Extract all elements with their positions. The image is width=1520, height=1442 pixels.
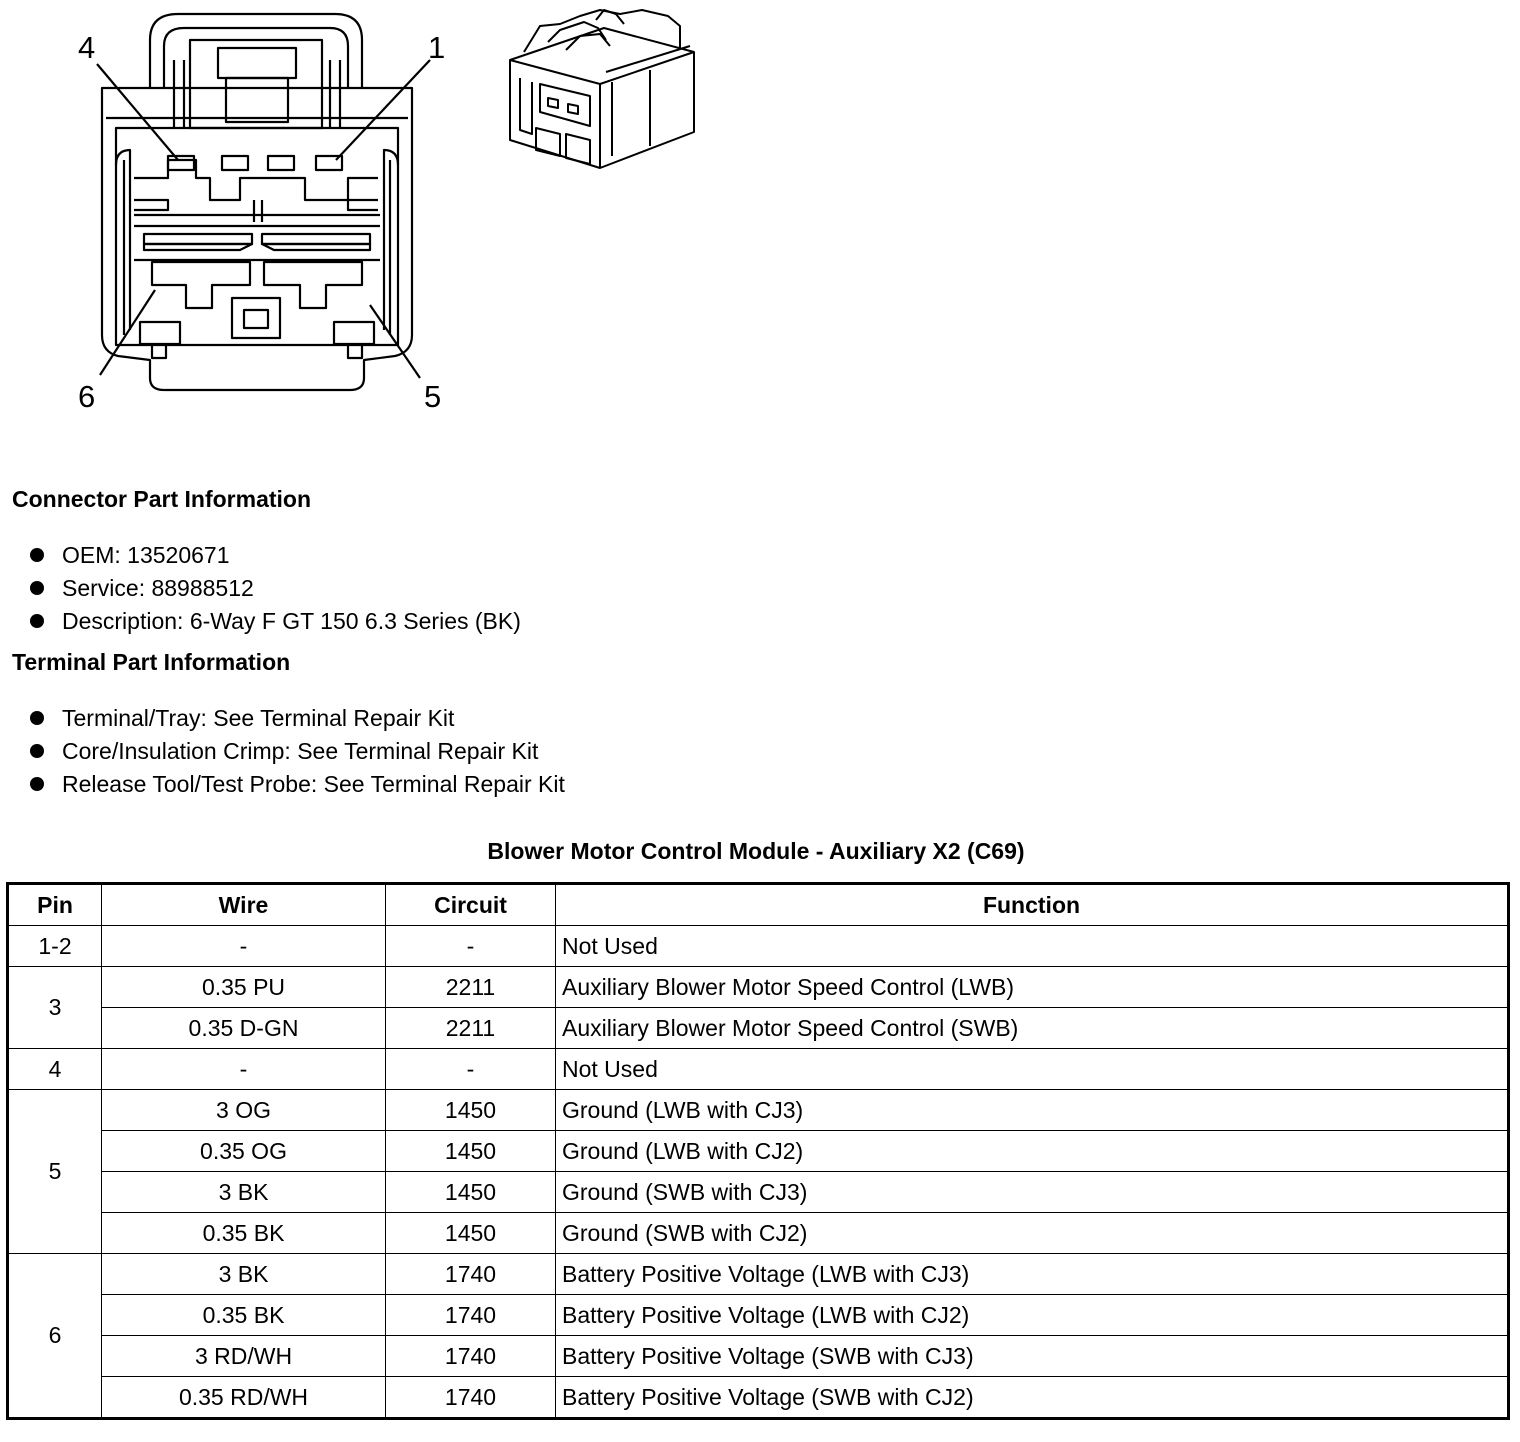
table-row (8, 967, 1509, 1008)
cell-pin: 3 (8, 967, 102, 1049)
cell-wire: 0.35 D-GN (102, 1008, 386, 1049)
cell-circuit: 1740 (386, 1377, 556, 1419)
cell-circuit: 1450 (386, 1172, 556, 1213)
cell-wire: 0.35 PU (102, 967, 386, 1008)
table-row (8, 1049, 1509, 1090)
cell-function: Battery Positive Voltage (LWB with CJ2) (556, 1295, 1509, 1336)
table-row (8, 1336, 1509, 1377)
cell-function: Battery Positive Voltage (LWB with CJ3) (556, 1254, 1509, 1295)
cell-circuit: - (386, 1049, 556, 1090)
connector-part-heading: Connector Part Information (12, 486, 312, 512)
cell-function: Not Used (556, 926, 1509, 967)
cell-pin: 6 (8, 1254, 102, 1419)
cell-function: Battery Positive Voltage (SWB with CJ2) (556, 1377, 1509, 1419)
cell-function: Auxiliary Blower Motor Speed Control (LWB) (556, 967, 1509, 1008)
table-row (8, 1254, 1509, 1295)
bullet-icon (30, 711, 44, 725)
table-body (8, 926, 1509, 1419)
cell-wire: 3 OG (102, 1090, 386, 1131)
bullet-icon (30, 777, 44, 791)
list-item: OEM: 13520671 (28, 539, 521, 572)
cell-wire: - (102, 926, 386, 967)
cell-function: Not Used (556, 1049, 1509, 1090)
list-item: Core/Insulation Crimp: See Terminal Repair Kit (28, 735, 565, 768)
list-item: Description: 6-Way F GT 150 6.3 Series (BK) (28, 605, 521, 638)
list-item: Service: 88988512 (28, 572, 521, 605)
table-title: Blower Motor Control Module - Auxiliary X2 (C69) (487, 838, 1025, 864)
table-row (8, 1131, 1509, 1172)
cell-wire: 3 BK (102, 1172, 386, 1213)
terminal-part-heading: Terminal Part Information (12, 649, 291, 675)
cell-pin: 5 (8, 1090, 102, 1254)
cell-circuit: 1740 (386, 1254, 556, 1295)
pin-label-4: 4 (78, 30, 96, 65)
cell-circuit: 2211 (386, 967, 556, 1008)
cell-function: Battery Positive Voltage (SWB with CJ3) (556, 1336, 1509, 1377)
cell-function: Ground (SWB with CJ3) (556, 1172, 1509, 1213)
cell-wire: 3 BK (102, 1254, 386, 1295)
cell-function: Ground (LWB with CJ3) (556, 1090, 1509, 1131)
cell-circuit: 1740 (386, 1295, 556, 1336)
cell-circuit: 1450 (386, 1131, 556, 1172)
connector-face-view (97, 14, 430, 390)
table-row (8, 1090, 1509, 1131)
bullet-icon (30, 548, 44, 562)
cell-wire: 0.35 BK (102, 1295, 386, 1336)
bullet-icon (30, 581, 44, 595)
table-row (8, 926, 1509, 967)
header-circuit: Circuit (386, 884, 556, 926)
cell-circuit: 2211 (386, 1008, 556, 1049)
bullet-icon (30, 614, 44, 628)
table-row (8, 1377, 1509, 1419)
cell-circuit: - (386, 926, 556, 967)
table-row (8, 1008, 1509, 1049)
cell-function: Ground (SWB with CJ2) (556, 1213, 1509, 1254)
pin-label-5: 5 (424, 379, 442, 414)
table-row (8, 1295, 1509, 1336)
cell-pin: 1-2 (8, 926, 102, 967)
header-wire: Wire (102, 884, 386, 926)
table-row (8, 1172, 1509, 1213)
cell-wire: 0.35 BK (102, 1213, 386, 1254)
pin-label-1: 1 (428, 30, 446, 65)
table-row (8, 1213, 1509, 1254)
pin-label-6: 6 (78, 379, 96, 414)
cell-function: Auxiliary Blower Motor Speed Control (SWB) (556, 1008, 1509, 1049)
cell-function: Ground (LWB with CJ2) (556, 1131, 1509, 1172)
cell-wire: 0.35 RD/WH (102, 1377, 386, 1419)
cell-wire: 0.35 OG (102, 1131, 386, 1172)
terminal-part-list (28, 702, 565, 801)
header-function: Function (556, 884, 1509, 926)
cell-wire: 3 RD/WH (102, 1336, 386, 1377)
cell-circuit: 1450 (386, 1090, 556, 1131)
cell-circuit: 1450 (386, 1213, 556, 1254)
connector-part-list (28, 539, 521, 638)
cell-pin: 4 (8, 1049, 102, 1090)
list-item: Terminal/Tray: See Terminal Repair Kit (28, 702, 565, 735)
list-item: Release Tool/Test Probe: See Terminal Repair Kit (28, 768, 565, 801)
bullet-icon (30, 744, 44, 758)
connector-isometric-view (510, 10, 694, 168)
header-pin: Pin (8, 884, 102, 926)
table-header-row (8, 884, 1509, 926)
cell-wire: - (102, 1049, 386, 1090)
connector-diagram (0, 0, 760, 430)
pinout-table (6, 882, 1510, 1420)
cell-circuit: 1740 (386, 1336, 556, 1377)
